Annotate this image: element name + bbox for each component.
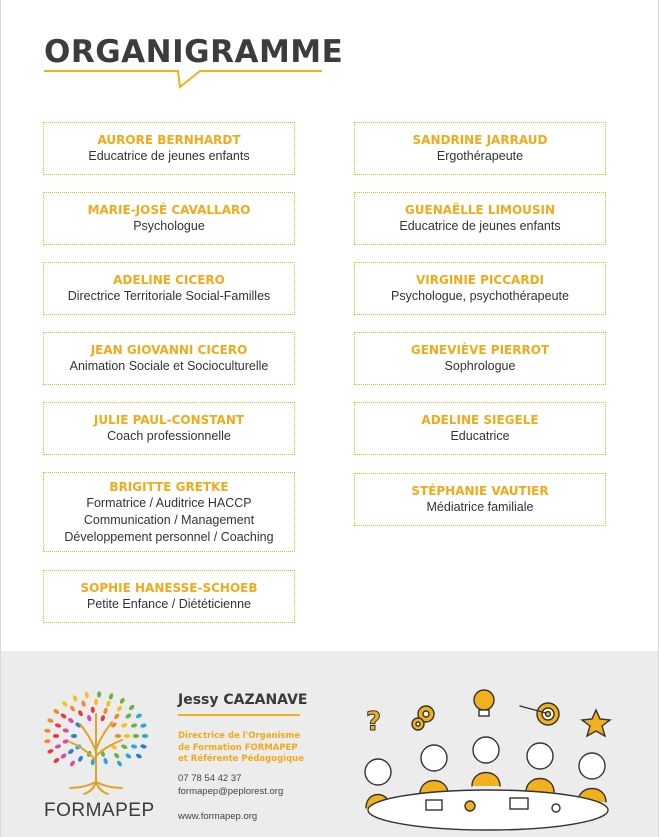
- person-card: [43, 570, 295, 623]
- logo-leaf: [103, 707, 109, 714]
- person-role: Educatrice de jeunes enfants: [399, 219, 561, 233]
- person-name: ADELINE CICERO: [113, 273, 225, 287]
- logo-leaf: [44, 728, 51, 733]
- person-card: [354, 122, 606, 175]
- person-role: Educatrice: [450, 429, 510, 443]
- logo-leaf: [125, 713, 133, 720]
- contact-name: Jessy CAZANAVE: [178, 692, 308, 708]
- logo-leaf: [100, 715, 106, 722]
- logo-leaf: [47, 748, 54, 754]
- logo-leaf: [130, 744, 137, 750]
- logo-leaf: [142, 734, 148, 738]
- svg-text:?: ?: [366, 707, 382, 737]
- logo-leaf: [128, 704, 135, 711]
- person-name: ADELINE SIEGELE: [421, 413, 539, 427]
- person-role: Communication / Management: [83, 512, 255, 527]
- logo-leaf: [62, 728, 69, 733]
- person-card: [354, 192, 606, 245]
- logo-leaf: [61, 700, 68, 707]
- person-card: [43, 472, 295, 552]
- logo-leaf: [60, 753, 68, 760]
- person-card: [354, 332, 606, 385]
- person-card: [43, 122, 295, 175]
- logo-leaf: [106, 700, 112, 707]
- person-name: MARIE-JOSÉ CAVALLARO: [87, 203, 251, 217]
- person-role: Ergothérapeute: [436, 149, 524, 163]
- logo-leaf: [90, 706, 95, 713]
- logo-leaf: [47, 718, 54, 724]
- logo-leaf: [113, 713, 120, 720]
- logo-leaf: [121, 744, 128, 750]
- logo-leaf: [54, 723, 61, 729]
- logo-leaf: [94, 699, 98, 705]
- person-name: SOPHIE HANESSE-SCHOEB: [80, 581, 258, 595]
- logo-leaf: [81, 700, 87, 707]
- logo-leaf: [124, 734, 130, 738]
- logo-leaf: [62, 739, 69, 744]
- person-role: Médiatrice familiale: [426, 500, 534, 514]
- logo-leaf: [113, 752, 120, 759]
- speech-bubble-underline: [44, 68, 324, 90]
- logo-leaf: [60, 713, 68, 720]
- person-name: AURORE BERNHARDT: [97, 133, 241, 147]
- person-card: [43, 332, 295, 385]
- person-card: [43, 262, 295, 315]
- contact-phone: 07 78 54 42 37: [178, 773, 242, 784]
- person-role: Petite Enfance / Diététicienne: [87, 597, 251, 611]
- logo-leaf: [77, 709, 84, 717]
- person-role: Formatrice / Auditrice HACCP: [86, 495, 252, 510]
- logo-text: FORMAPEP: [44, 800, 155, 821]
- person-role: Développement personnel / Coaching: [64, 529, 274, 544]
- logo-leaf: [69, 760, 76, 768]
- person-role: Animation Sociale et Socioculturelle: [69, 359, 269, 373]
- logo-leaf: [67, 748, 75, 755]
- logo-leaf: [54, 744, 61, 750]
- logo-leaf: [86, 715, 92, 722]
- person-name: GENEVIÈVE PIERROT: [410, 343, 550, 357]
- person-role: Psychologue, psychothérapeute: [391, 289, 569, 303]
- person-role: Sophrologue: [444, 359, 516, 373]
- person-role: Directrice Territoriale Social-Familles: [67, 289, 271, 303]
- person-name: GUENAËLLE LIMOUSIN: [404, 203, 556, 217]
- person-name: SANDRINE JARRAUD: [412, 133, 548, 147]
- logo-leaf: [84, 692, 89, 699]
- team-illustration-icon: [360, 686, 616, 832]
- person-card: [354, 262, 606, 315]
- logo-leaf: [44, 739, 51, 744]
- person-role: Coach professionnelle: [107, 429, 231, 443]
- logo-leaf: [53, 757, 61, 764]
- person-name: JULIE PAUL-CONSTANT: [93, 413, 245, 427]
- contact-title-line: Directrice de l'Organisme: [178, 731, 301, 741]
- person-role: Psychologue: [133, 219, 205, 233]
- contact-title: [178, 731, 338, 766]
- person-name: JEAN GIOVANNI CICERO: [90, 343, 248, 357]
- logo-leaf: [125, 753, 133, 760]
- logo-leaf: [71, 734, 77, 738]
- logo-leaf: [135, 753, 143, 760]
- logo-leaf: [53, 708, 61, 715]
- person-name: STÉPHANIE VAUTIER: [411, 484, 549, 498]
- logo-leaf: [97, 691, 101, 698]
- logo-leaf: [69, 705, 76, 713]
- logo-leaf: [140, 723, 147, 728]
- person-name: BRIGITTE GRETKE: [109, 479, 229, 494]
- person-card: [43, 192, 295, 245]
- page-title: ORGANIGRAMME: [44, 34, 344, 70]
- logo-leaf: [140, 744, 147, 749]
- logo-leaf: [77, 755, 84, 763]
- person-role: Educatrice de jeunes enfants: [88, 149, 250, 163]
- contact-underline: [178, 714, 300, 716]
- tree-logo-icon: [40, 690, 152, 796]
- logo-leaf: [103, 757, 109, 764]
- contact-email[interactable]: formapep@peplorest.org: [178, 786, 284, 797]
- logo-leaf: [119, 697, 126, 705]
- logo-leaf: [130, 723, 137, 729]
- logo-leaf: [72, 695, 78, 702]
- logo-leaf: [67, 717, 75, 724]
- logo-leaf: [121, 722, 128, 728]
- contact-title-line: et Référente Pédagogique: [178, 754, 304, 764]
- contact-title-line: de Formation FORMAPEP: [178, 742, 298, 753]
- person-name: VIRGINIE PICCARDI: [415, 273, 544, 287]
- person-card: [43, 402, 295, 455]
- person-card: [354, 473, 606, 526]
- person-card: [354, 402, 606, 455]
- logo-leaf: [115, 734, 121, 738]
- logo-leaf: [116, 760, 123, 768]
- logo-leaf: [133, 734, 139, 738]
- logo-leaf: [135, 713, 143, 720]
- logo-leaf: [108, 693, 114, 700]
- logo-leaf: [116, 705, 123, 713]
- contact-website[interactable]: www.formapep.org: [178, 811, 258, 822]
- logo-leaf: [53, 734, 59, 738]
